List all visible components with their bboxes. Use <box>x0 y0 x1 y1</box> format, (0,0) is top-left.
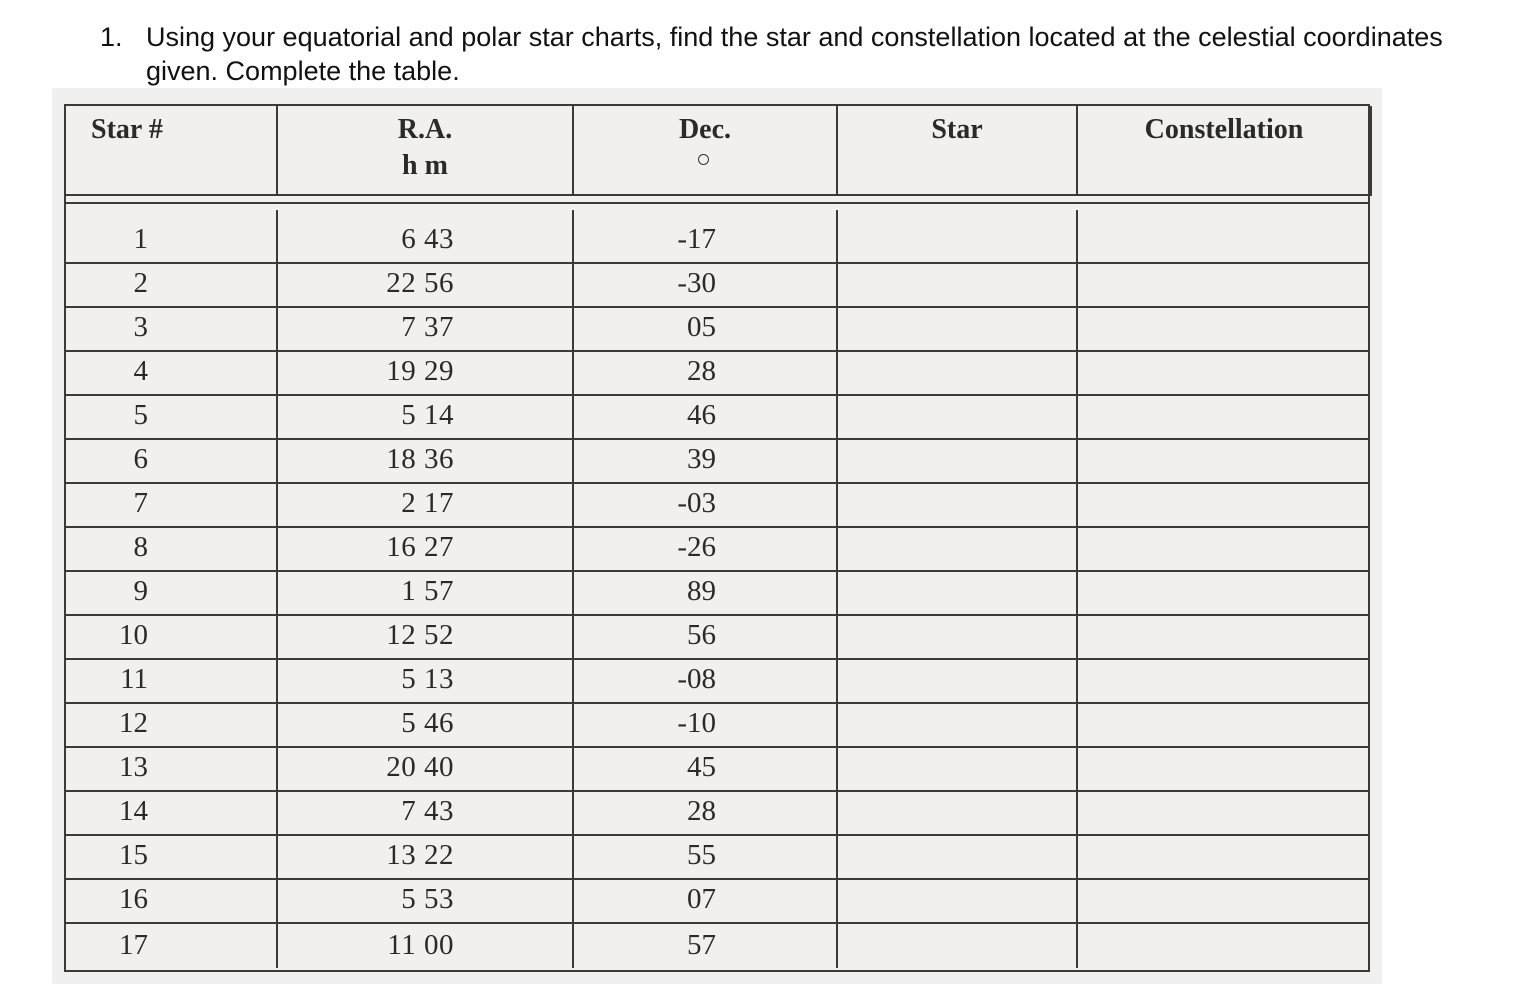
cell-star-answer[interactable] <box>838 704 1078 746</box>
cell-star-answer[interactable] <box>838 616 1078 658</box>
cell-star-number <box>66 264 278 306</box>
cell-star-answer[interactable] <box>838 880 1078 922</box>
cell-dec-text: 45 <box>687 751 716 783</box>
cell-star-number-text: 12 <box>119 707 148 739</box>
cell-constellation-answer[interactable] <box>1078 308 1372 350</box>
cell-dec <box>574 352 838 394</box>
cell-dec-text: 46 <box>687 399 716 431</box>
cell-dec-text: 57 <box>687 929 716 961</box>
cell-dec-text: -26 <box>677 531 716 563</box>
cell-constellation-answer[interactable] <box>1078 660 1372 702</box>
cell-star-number-text: 9 <box>133 575 148 607</box>
table-row <box>66 308 1368 352</box>
cell-ra-text: 12 52 <box>386 619 454 651</box>
cell-dec-text: 05 <box>687 311 716 343</box>
cell-star-number <box>66 210 278 262</box>
cell-dec <box>574 704 838 746</box>
cell-constellation-answer[interactable] <box>1078 440 1372 482</box>
cell-ra <box>278 792 574 834</box>
question-text: Using your equatorial and polar star charts, find the star and constellation located at the celestial coordinates given. Complete the table. <box>146 22 1443 86</box>
cell-dec-text: -08 <box>677 663 716 695</box>
cell-ra <box>278 704 574 746</box>
header-star-number <box>66 106 278 196</box>
cell-star-number-text: 5 <box>133 399 148 431</box>
cell-ra <box>278 440 574 482</box>
cell-star-number-text: 10 <box>119 619 148 651</box>
cell-ra <box>278 616 574 658</box>
cell-star-number <box>66 836 278 878</box>
cell-dec <box>574 264 838 306</box>
cell-ra <box>278 396 574 438</box>
star-table <box>64 104 1370 972</box>
table-row <box>66 484 1368 528</box>
cell-ra <box>278 836 574 878</box>
cell-ra <box>278 880 574 922</box>
cell-star-answer[interactable] <box>838 308 1078 350</box>
cell-constellation-answer[interactable] <box>1078 616 1372 658</box>
cell-ra <box>278 308 574 350</box>
header-ra-units: h m <box>402 150 448 181</box>
cell-star-answer[interactable] <box>838 748 1078 790</box>
header-ra <box>278 106 574 196</box>
table-row <box>66 440 1368 484</box>
table-row <box>66 660 1368 704</box>
cell-constellation-answer[interactable] <box>1078 210 1372 262</box>
cell-dec <box>574 880 838 922</box>
cell-dec <box>574 308 838 350</box>
cell-star-answer[interactable] <box>838 352 1078 394</box>
header-dec-label: Dec. <box>678 114 732 145</box>
cell-ra-text: 20 40 <box>386 751 454 783</box>
cell-dec-text: 55 <box>687 839 716 871</box>
cell-star-number-text: 7 <box>133 487 148 519</box>
table-row <box>66 210 1368 264</box>
cell-star-number <box>66 880 278 922</box>
cell-star-number <box>66 440 278 482</box>
cell-star-number <box>66 528 278 570</box>
cell-dec <box>574 572 838 614</box>
cell-star-number <box>66 792 278 834</box>
cell-dec-text: -30 <box>677 267 716 299</box>
cell-ra-text: 16 27 <box>386 531 454 563</box>
cell-dec <box>574 836 838 878</box>
cell-dec-text: 28 <box>687 355 716 387</box>
cell-star-answer[interactable] <box>838 484 1078 526</box>
cell-ra-text: 6 43 <box>401 223 454 255</box>
cell-star-number <box>66 308 278 350</box>
cell-constellation-answer[interactable] <box>1078 572 1372 614</box>
header-star-label: Star <box>931 114 983 145</box>
table-row <box>66 572 1368 616</box>
cell-constellation-answer[interactable] <box>1078 352 1372 394</box>
cell-dec-text: -10 <box>677 707 716 739</box>
cell-star-number-text: 15 <box>119 839 148 871</box>
scanned-worksheet <box>52 88 1382 984</box>
degree-symbol-icon <box>698 154 709 165</box>
cell-ra-text: 5 46 <box>401 707 454 739</box>
cell-dec <box>574 660 838 702</box>
cell-dec-text: 07 <box>687 883 716 915</box>
table-row <box>66 352 1368 396</box>
cell-ra-text: 18 36 <box>386 443 454 475</box>
cell-constellation-answer[interactable] <box>1078 396 1372 438</box>
cell-ra-text: 5 53 <box>401 883 454 915</box>
cell-dec-text: 39 <box>687 443 716 475</box>
cell-dec <box>574 484 838 526</box>
header-dec <box>574 106 838 196</box>
cell-star-number-text: 8 <box>133 531 148 563</box>
cell-ra <box>278 352 574 394</box>
cell-ra <box>278 572 574 614</box>
cell-star-number <box>66 660 278 702</box>
cell-ra-text: 1 57 <box>401 575 454 607</box>
cell-ra <box>278 528 574 570</box>
cell-star-answer[interactable] <box>838 792 1078 834</box>
cell-star-number-text: 11 <box>120 663 148 695</box>
cell-dec <box>574 616 838 658</box>
cell-constellation-answer[interactable] <box>1078 748 1372 790</box>
cell-star-number <box>66 572 278 614</box>
cell-ra-text: 22 56 <box>386 267 454 299</box>
table-row <box>66 528 1368 572</box>
cell-star-answer[interactable] <box>838 396 1078 438</box>
cell-star-number-text: 14 <box>119 795 148 827</box>
cell-ra <box>278 924 574 968</box>
table-row <box>66 792 1368 836</box>
cell-star-number-text: 17 <box>119 929 148 961</box>
cell-dec <box>574 528 838 570</box>
cell-constellation-answer[interactable] <box>1078 484 1372 526</box>
cell-ra-text: 7 37 <box>401 311 454 343</box>
cell-star-number <box>66 924 278 968</box>
table-row <box>66 748 1368 792</box>
header-star <box>838 106 1078 196</box>
table-row <box>66 264 1368 308</box>
cell-star-number <box>66 484 278 526</box>
cell-star-answer[interactable] <box>838 264 1078 306</box>
cell-star-number-text: 1 <box>133 223 148 255</box>
cell-ra <box>278 660 574 702</box>
cell-dec-text: -03 <box>677 487 716 519</box>
cell-ra-text: 13 22 <box>386 839 454 871</box>
cell-star-number <box>66 396 278 438</box>
cell-ra <box>278 264 574 306</box>
cell-dec <box>574 924 838 968</box>
header-constellation-label: Constellation <box>1144 114 1304 145</box>
cell-star-answer[interactable] <box>838 572 1078 614</box>
cell-dec-text: -17 <box>677 223 716 255</box>
cell-ra-text: 5 13 <box>401 663 454 695</box>
cell-ra-text: 7 43 <box>401 795 454 827</box>
cell-constellation-answer[interactable] <box>1078 792 1372 834</box>
cell-star-number-text: 13 <box>119 751 148 783</box>
question-number: 1. <box>100 22 123 52</box>
cell-dec <box>574 748 838 790</box>
cell-star-number-text: 4 <box>133 355 148 387</box>
cell-star-number <box>66 616 278 658</box>
cell-dec <box>574 396 838 438</box>
cell-constellation-answer[interactable] <box>1078 264 1372 306</box>
cell-ra-text: 2 17 <box>401 487 454 519</box>
cell-dec <box>574 440 838 482</box>
cell-star-answer[interactable] <box>838 528 1078 570</box>
cell-ra <box>278 210 574 262</box>
table-row <box>66 704 1368 748</box>
cell-ra-text: 5 14 <box>401 399 454 431</box>
cell-star-number <box>66 748 278 790</box>
cell-star-number <box>66 352 278 394</box>
cell-star-answer[interactable] <box>838 660 1078 702</box>
cell-dec <box>574 792 838 834</box>
table-row <box>66 836 1368 880</box>
cell-constellation-answer[interactable] <box>1078 528 1372 570</box>
header-star-number-label: Star # <box>91 114 163 145</box>
header-ra-label: R.A. <box>397 114 453 145</box>
cell-ra-text: 11 00 <box>387 929 454 961</box>
cell-constellation-answer[interactable] <box>1078 704 1372 746</box>
table-row <box>66 396 1368 440</box>
cell-ra-text: 19 29 <box>386 355 454 387</box>
cell-constellation-answer[interactable] <box>1078 836 1372 878</box>
cell-star-number-text: 3 <box>133 311 148 343</box>
header-constellation <box>1078 106 1372 196</box>
cell-star-answer[interactable] <box>838 210 1078 262</box>
cell-ra <box>278 748 574 790</box>
cell-star-number-text: 6 <box>133 443 148 475</box>
cell-dec <box>574 210 838 262</box>
cell-dec-text: 89 <box>687 575 716 607</box>
cell-star-number-text: 2 <box>133 267 148 299</box>
cell-star-answer[interactable] <box>838 836 1078 878</box>
cell-constellation-answer[interactable] <box>1078 880 1372 922</box>
cell-constellation-answer[interactable] <box>1078 924 1372 968</box>
table-row <box>66 616 1368 660</box>
cell-star-answer[interactable] <box>838 440 1078 482</box>
cell-star-number-text: 16 <box>119 883 148 915</box>
cell-star-answer[interactable] <box>838 924 1078 968</box>
table-row <box>66 880 1368 924</box>
cell-dec-text: 56 <box>687 619 716 651</box>
cell-dec-text: 28 <box>687 795 716 827</box>
cell-ra <box>278 484 574 526</box>
header-separator <box>66 194 1368 204</box>
cell-star-number <box>66 704 278 746</box>
table-row <box>66 924 1368 968</box>
